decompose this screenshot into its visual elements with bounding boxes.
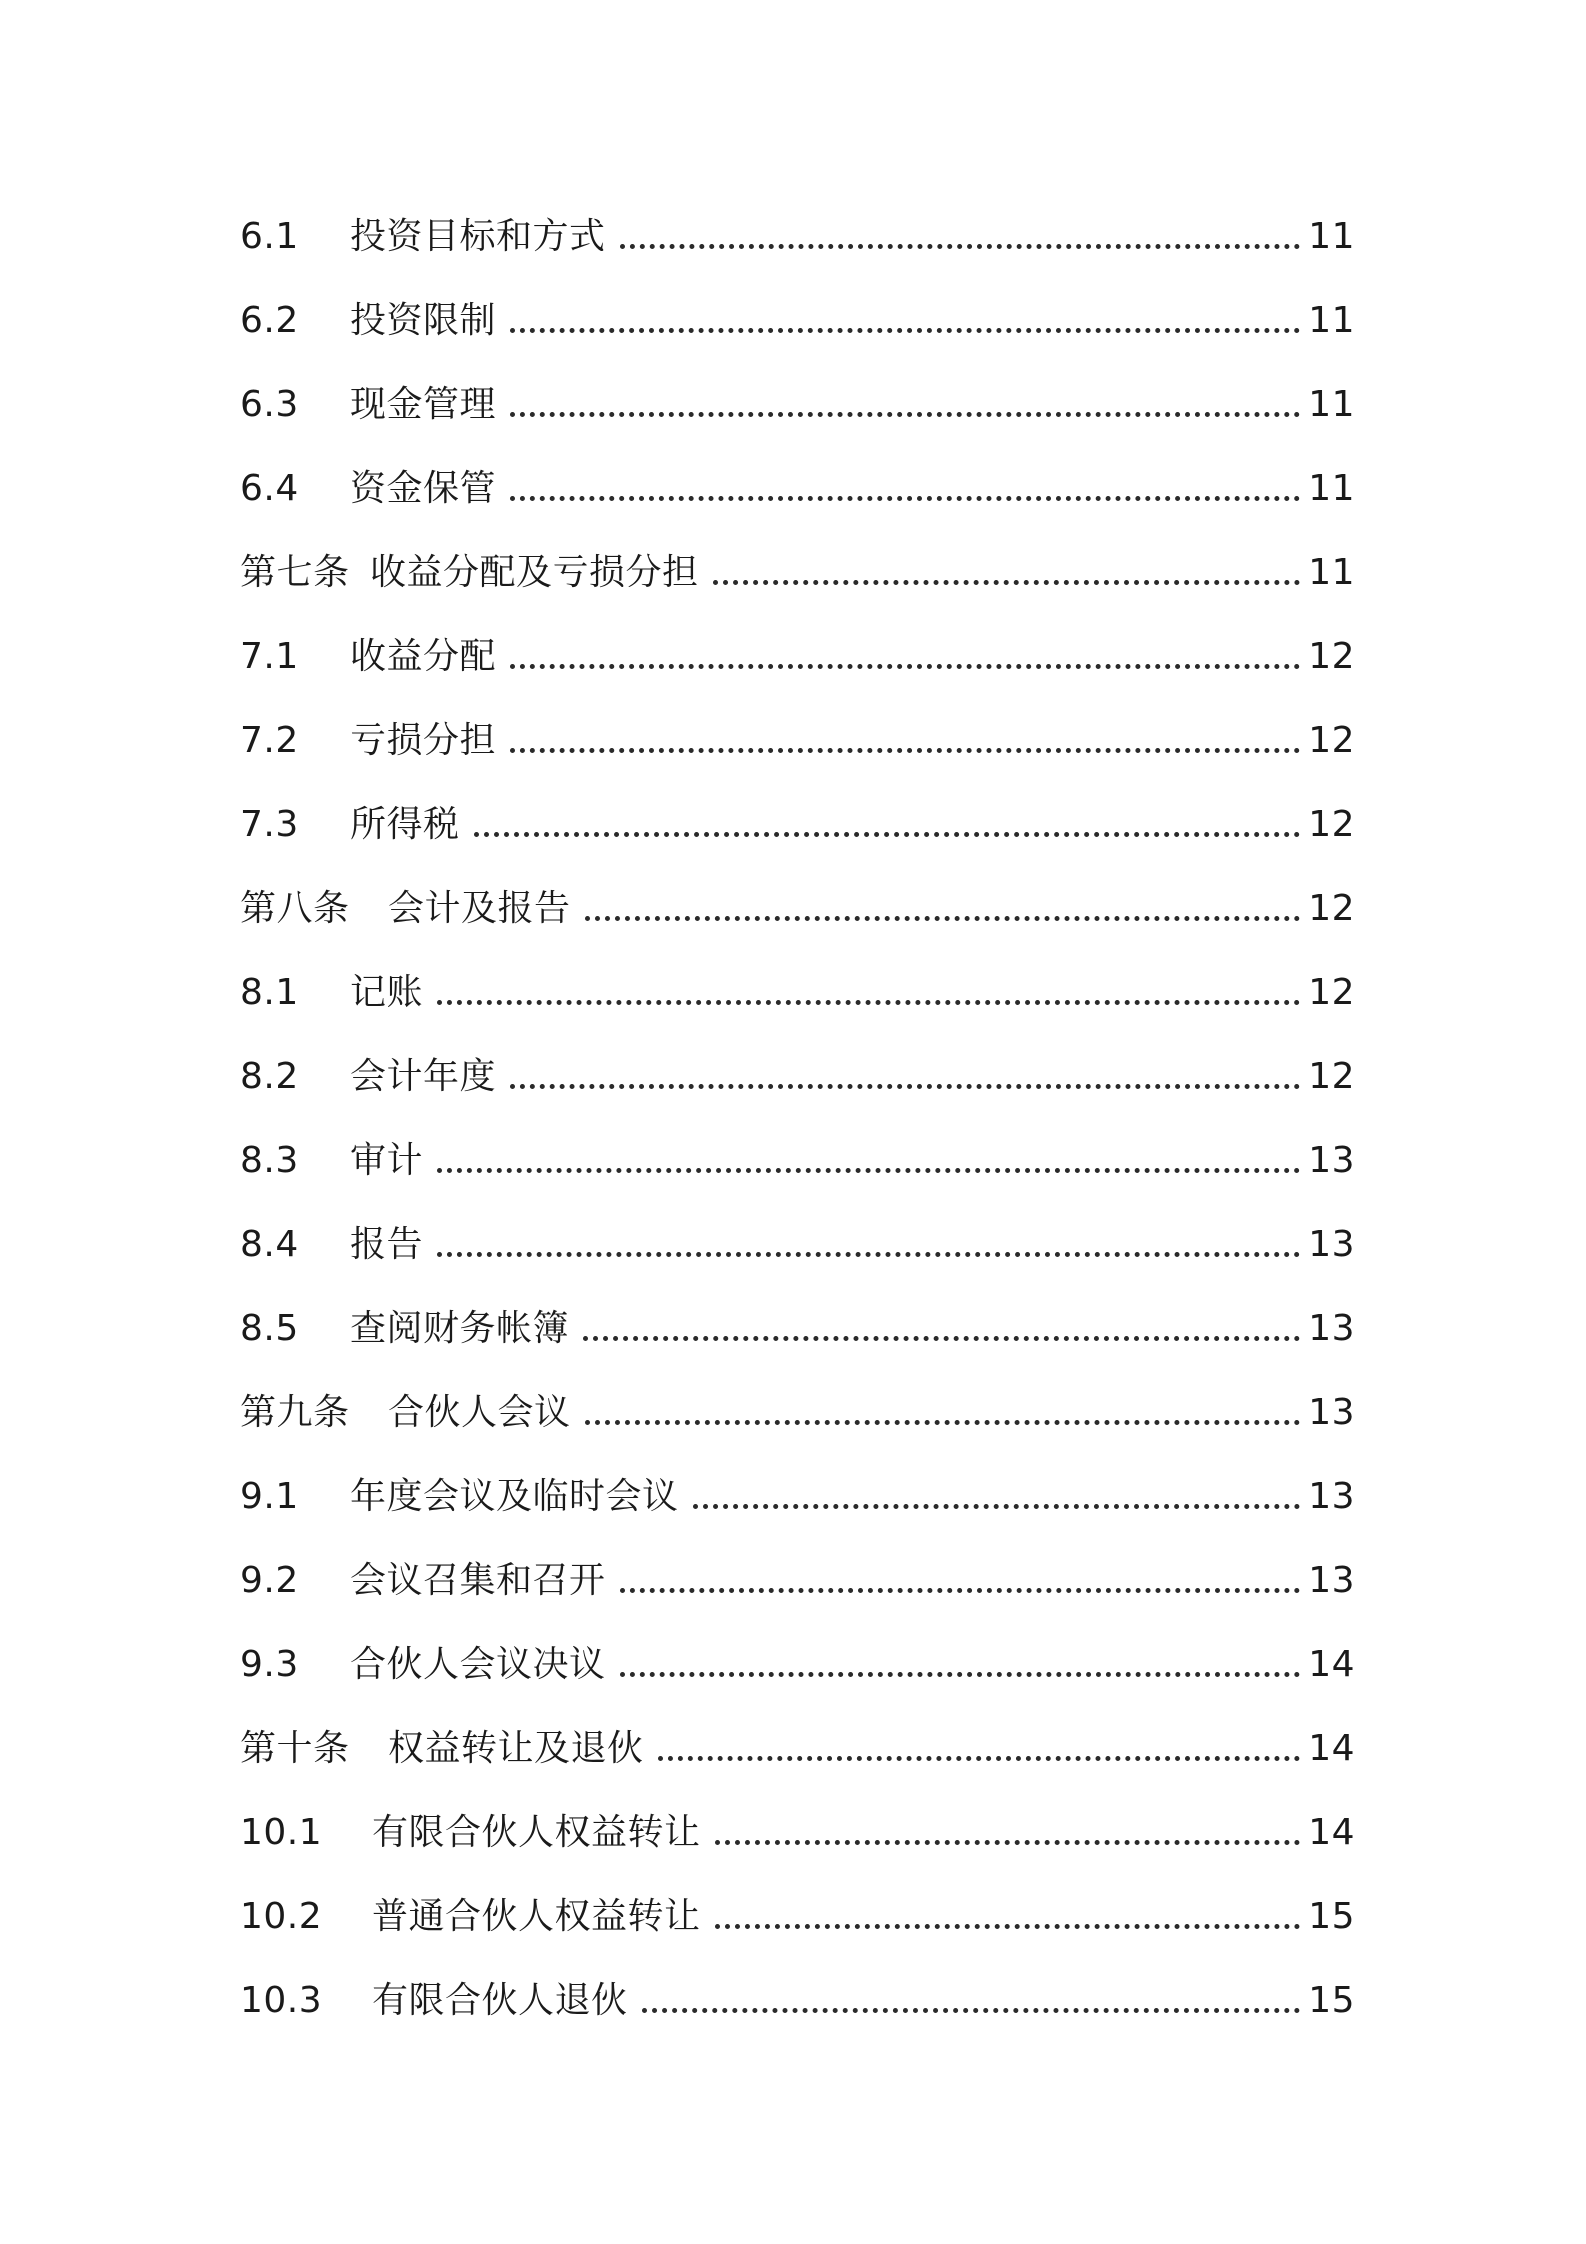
toc-entry-title: 所得税	[350, 804, 460, 845]
dot-leader	[585, 916, 1301, 921]
toc-entry-title: 记账	[350, 972, 424, 1013]
toc-entry-number: 8.2	[240, 1056, 299, 1097]
toc-entry-number: 10.2	[240, 1896, 323, 1937]
toc-entry-title: 投资目标和方式	[350, 216, 606, 257]
toc-entry-title: 普通合伙人权益转让	[372, 1896, 701, 1937]
dot-leader	[620, 1672, 1301, 1677]
toc-entry-page: 13	[1308, 1224, 1355, 1265]
toc-entry-page: 11	[1308, 468, 1355, 509]
toc-entry-page: 13	[1308, 1392, 1355, 1433]
toc-entry-number: 第七条	[240, 552, 350, 593]
toc-entry-title: 年度会议及临时会议	[350, 1476, 679, 1517]
toc-entry-number: 9.1	[240, 1476, 299, 1517]
toc-entry-title: 会计年度	[350, 1056, 497, 1097]
toc-entry[interactable]	[240, 872, 1355, 932]
dot-leader	[510, 328, 1300, 333]
toc-entry[interactable]	[240, 1040, 1355, 1100]
toc-entry-title: 会计及报告	[388, 888, 571, 929]
toc-entry[interactable]	[240, 620, 1355, 680]
toc-entry[interactable]	[240, 452, 1355, 512]
toc-entry-page: 11	[1308, 552, 1355, 593]
toc-entry-title: 会议召集和召开	[350, 1560, 606, 1601]
toc-entry[interactable]	[240, 788, 1355, 848]
toc-entry-number: 6.4	[240, 468, 299, 509]
toc-entry-number: 8.4	[240, 1224, 299, 1265]
toc-entry-number: 10.3	[240, 1980, 323, 2021]
toc-entry-title: 权益转让及退伙	[388, 1728, 644, 1769]
toc-entry[interactable]	[240, 284, 1355, 344]
toc-entry-page: 12	[1308, 888, 1355, 929]
toc-entry-title: 收益分配	[350, 636, 497, 677]
toc-entry-page: 12	[1308, 972, 1355, 1013]
dot-leader	[474, 832, 1301, 837]
toc-entry[interactable]	[240, 1460, 1355, 1520]
toc-entry[interactable]	[240, 1796, 1355, 1856]
toc-entry-page: 12	[1308, 1056, 1355, 1097]
toc-entry-page: 11	[1308, 384, 1355, 425]
toc-entry-number: 第十条	[240, 1728, 350, 1769]
toc-entry-page: 15	[1308, 1896, 1355, 1937]
toc-entry-number: 8.1	[240, 972, 299, 1013]
toc-entry-title: 投资限制	[350, 300, 497, 341]
toc-entry-title: 审计	[350, 1140, 424, 1181]
toc-entry-page: 14	[1308, 1728, 1355, 1769]
toc-entry[interactable]	[240, 200, 1355, 260]
toc-entry-number: 7.2	[240, 720, 299, 761]
toc-entry-page: 14	[1308, 1812, 1355, 1853]
toc-entry-number: 9.3	[240, 1644, 299, 1685]
toc-entry-page: 11	[1308, 216, 1355, 257]
toc-entry-title: 报告	[350, 1224, 424, 1265]
toc-entry-page: 13	[1308, 1560, 1355, 1601]
toc-entry-title: 资金保管	[350, 468, 497, 509]
toc-entry-number: 10.1	[240, 1812, 323, 1853]
toc-entry-page: 14	[1308, 1644, 1355, 1685]
toc-entry-number: 8.5	[240, 1308, 299, 1349]
dot-leader	[510, 412, 1300, 417]
toc-entry-title: 亏损分担	[350, 720, 497, 761]
dot-leader	[658, 1756, 1301, 1761]
dot-leader	[642, 2008, 1301, 2013]
toc-entry-number: 7.1	[240, 636, 299, 677]
toc-entry-page: 11	[1308, 300, 1355, 341]
toc-entry[interactable]	[240, 956, 1355, 1016]
toc-entry-page: 13	[1308, 1140, 1355, 1181]
dot-leader	[585, 1420, 1301, 1425]
toc-entry[interactable]	[240, 1376, 1355, 1436]
toc-entry[interactable]	[240, 536, 1355, 596]
toc-entry-title: 合伙人会议决议	[350, 1644, 606, 1685]
dot-leader	[437, 1252, 1300, 1257]
dot-leader	[620, 244, 1301, 249]
toc-entry-title: 有限合伙人权益转让	[372, 1812, 701, 1853]
toc-entry-title: 现金管理	[350, 384, 497, 425]
toc-entry[interactable]	[240, 704, 1355, 764]
dot-leader	[715, 1840, 1301, 1845]
toc-entry-page: 12	[1308, 804, 1355, 845]
toc-entry-title: 收益分配及亏损分担	[370, 552, 699, 593]
dot-leader	[693, 1504, 1301, 1509]
toc-entry-title: 有限合伙人退伙	[372, 1980, 628, 2021]
toc-entry-page: 13	[1308, 1308, 1355, 1349]
dot-leader	[510, 496, 1300, 501]
toc-entry-title: 合伙人会议	[388, 1392, 571, 1433]
toc-entry-number: 6.1	[240, 216, 299, 257]
toc-entry-page: 12	[1308, 720, 1355, 761]
toc-entry-title: 查阅财务帐簿	[350, 1308, 570, 1349]
dot-leader	[437, 1168, 1300, 1173]
toc-entry-page: 13	[1308, 1476, 1355, 1517]
toc-entry[interactable]	[240, 1628, 1355, 1688]
dot-leader	[715, 1924, 1301, 1929]
toc-entry-number: 7.3	[240, 804, 299, 845]
dot-leader	[510, 748, 1300, 753]
toc-entry[interactable]	[240, 1712, 1355, 1772]
toc-entry[interactable]	[240, 1124, 1355, 1184]
toc-entry[interactable]	[240, 1208, 1355, 1268]
dot-leader	[583, 1336, 1300, 1341]
toc-entry-page: 15	[1308, 1980, 1355, 2021]
toc-entry-number: 第九条	[240, 1392, 350, 1433]
dot-leader	[620, 1588, 1301, 1593]
dot-leader	[510, 664, 1300, 669]
toc-entry[interactable]	[240, 1544, 1355, 1604]
toc-entry-page: 12	[1308, 636, 1355, 677]
dot-leader	[510, 1084, 1300, 1089]
toc-entry-number: 第八条	[240, 888, 350, 929]
dot-leader	[713, 580, 1301, 585]
toc-entry[interactable]	[240, 1292, 1355, 1352]
toc-entry[interactable]	[240, 1880, 1355, 1940]
toc-entry[interactable]	[240, 1964, 1355, 2024]
toc-entry-number: 6.3	[240, 384, 299, 425]
toc-entry-number: 8.3	[240, 1140, 299, 1181]
toc-entry-number: 6.2	[240, 300, 299, 341]
toc-entry[interactable]	[240, 368, 1355, 428]
dot-leader	[437, 1000, 1300, 1005]
toc-entry-number: 9.2	[240, 1560, 299, 1601]
